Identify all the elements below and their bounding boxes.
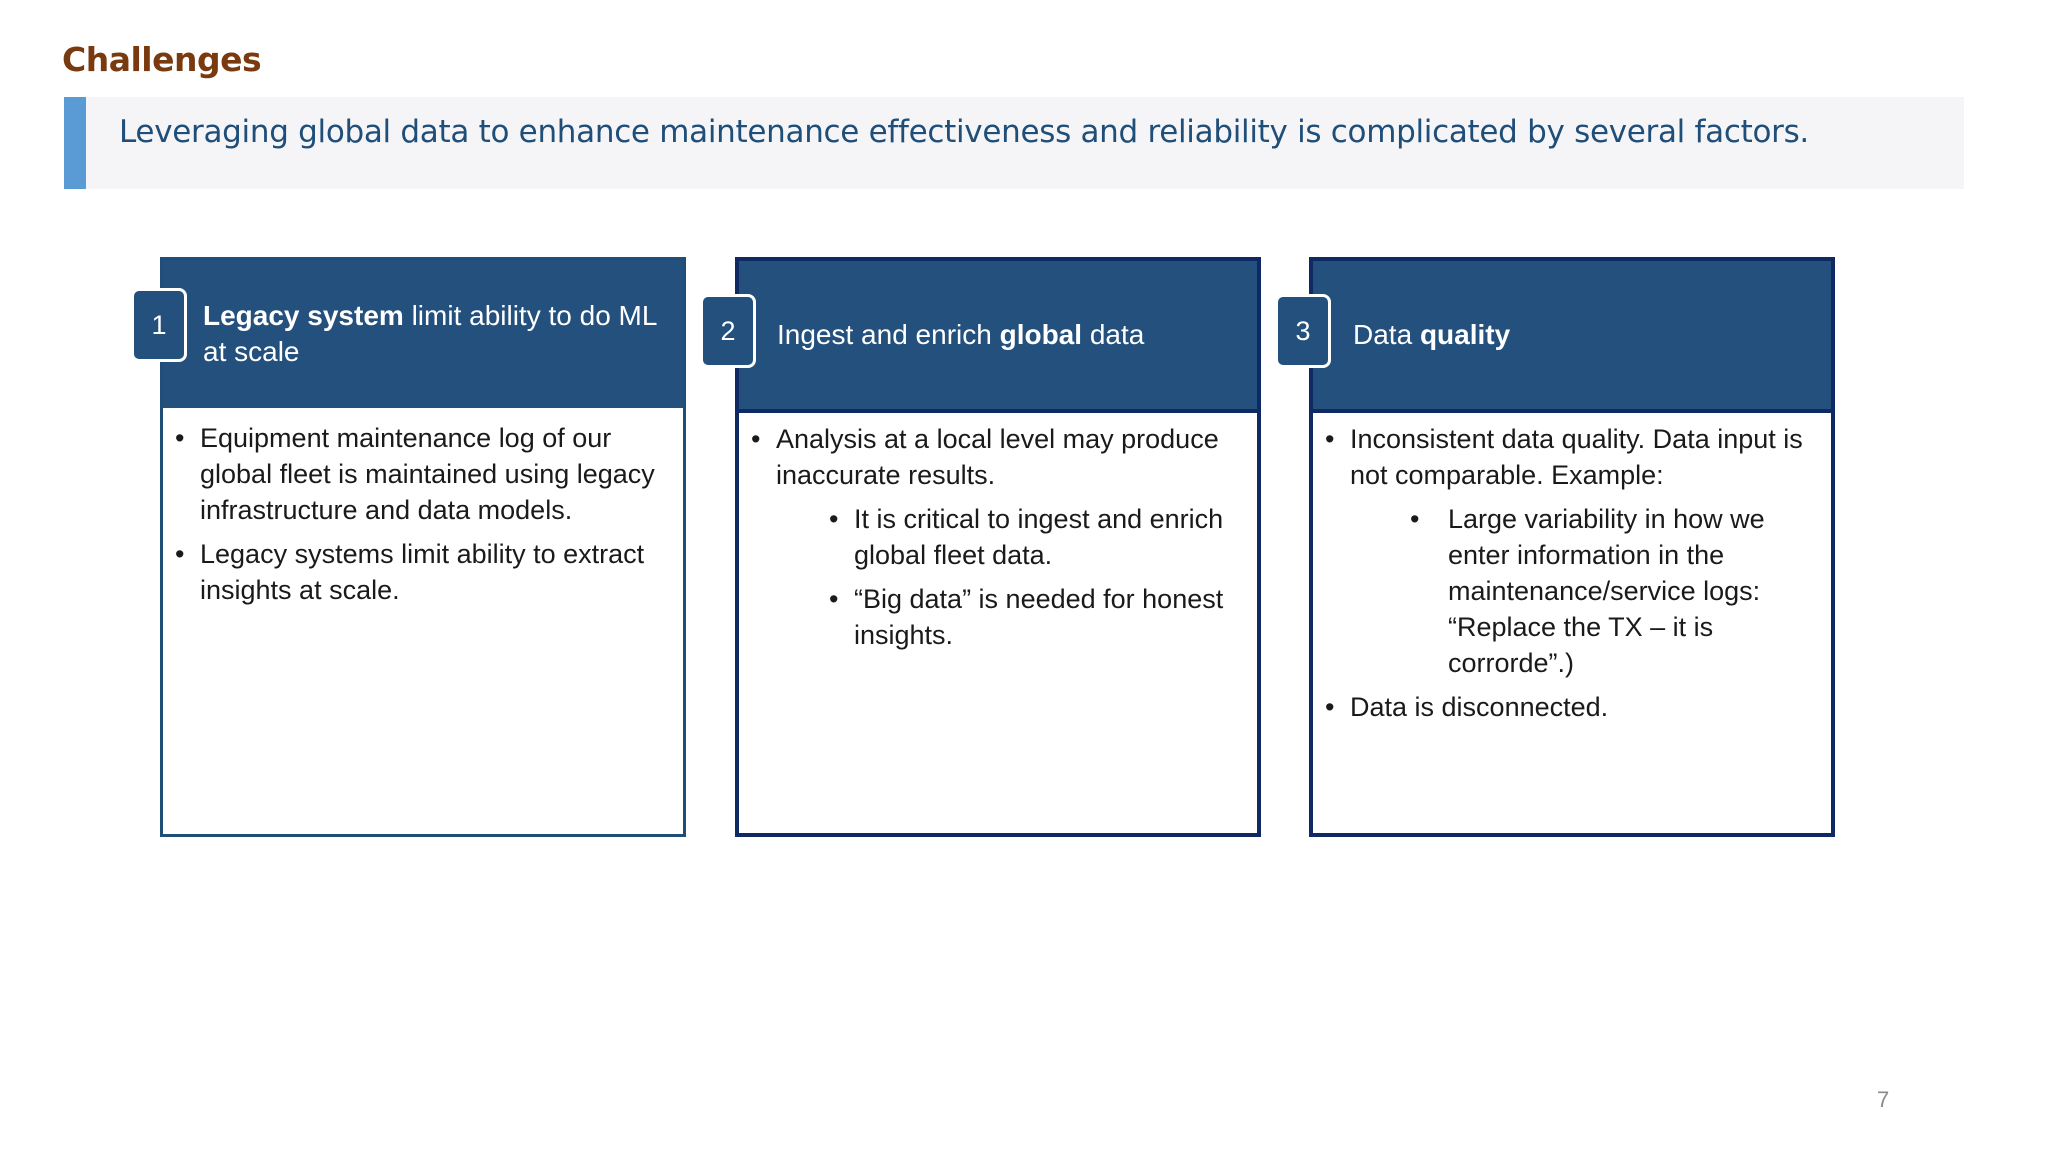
card-number-badge: 3 bbox=[1275, 294, 1331, 368]
challenge-card-2 bbox=[735, 257, 1261, 837]
bullet-item: • Equipment maintenance log of our global fleet is maintained using legacy infrastructure and data models. bbox=[175, 420, 669, 528]
challenge-card-1 bbox=[160, 257, 686, 837]
bullet-item: • Inconsistent data quality. Data input is not comparable. Example: bbox=[1325, 421, 1817, 493]
heading-bold: Legacy system bbox=[203, 300, 404, 331]
sub-bullet-item: • Large variability in how we enter information in the maintenance/service logs: “Replace the TX – it is corrorde”.) bbox=[1325, 501, 1817, 681]
card-header bbox=[163, 260, 683, 408]
heading-bold: quality bbox=[1419, 319, 1511, 350]
bullet-item: • Data is disconnected. bbox=[1325, 689, 1817, 725]
card-heading bbox=[203, 298, 663, 370]
bullet-item: • Analysis at a local level may produce inaccurate results. bbox=[751, 421, 1243, 493]
card-number-badge: 1 bbox=[131, 288, 187, 362]
card-heading bbox=[777, 317, 1237, 353]
sub-bullet-item: • “Big data” is needed for honest insights. bbox=[751, 581, 1243, 653]
heading-pre: Ingest and enrich bbox=[777, 319, 1000, 350]
banner-text: Leveraging global data to enhance maintenance effectiveness and reliability is complicated by several factors. bbox=[119, 114, 1809, 150]
card-body bbox=[163, 412, 683, 616]
heading-rest: limit ability to do ML at scale bbox=[203, 300, 657, 367]
bullet-item: • Legacy systems limit ability to extract insights at scale. bbox=[175, 536, 669, 608]
heading-bold: global bbox=[999, 319, 1083, 350]
card-header bbox=[1313, 261, 1831, 413]
heading-post: data bbox=[1082, 319, 1145, 350]
heading-pre: Data bbox=[1353, 319, 1420, 350]
sub-bullet-item: • It is critical to ingest and enrich global fleet data. bbox=[751, 501, 1243, 573]
page-number: 7 bbox=[1877, 1087, 1890, 1112]
summary-banner bbox=[64, 97, 1964, 189]
slide-title: Challenges bbox=[62, 40, 262, 79]
challenge-card-3 bbox=[1309, 257, 1835, 837]
banner-accent-bar bbox=[64, 97, 86, 189]
card-header bbox=[739, 261, 1257, 413]
card-body bbox=[739, 413, 1257, 661]
card-heading bbox=[1353, 317, 1811, 353]
card-body bbox=[1313, 413, 1831, 733]
card-number-badge: 2 bbox=[700, 294, 756, 368]
